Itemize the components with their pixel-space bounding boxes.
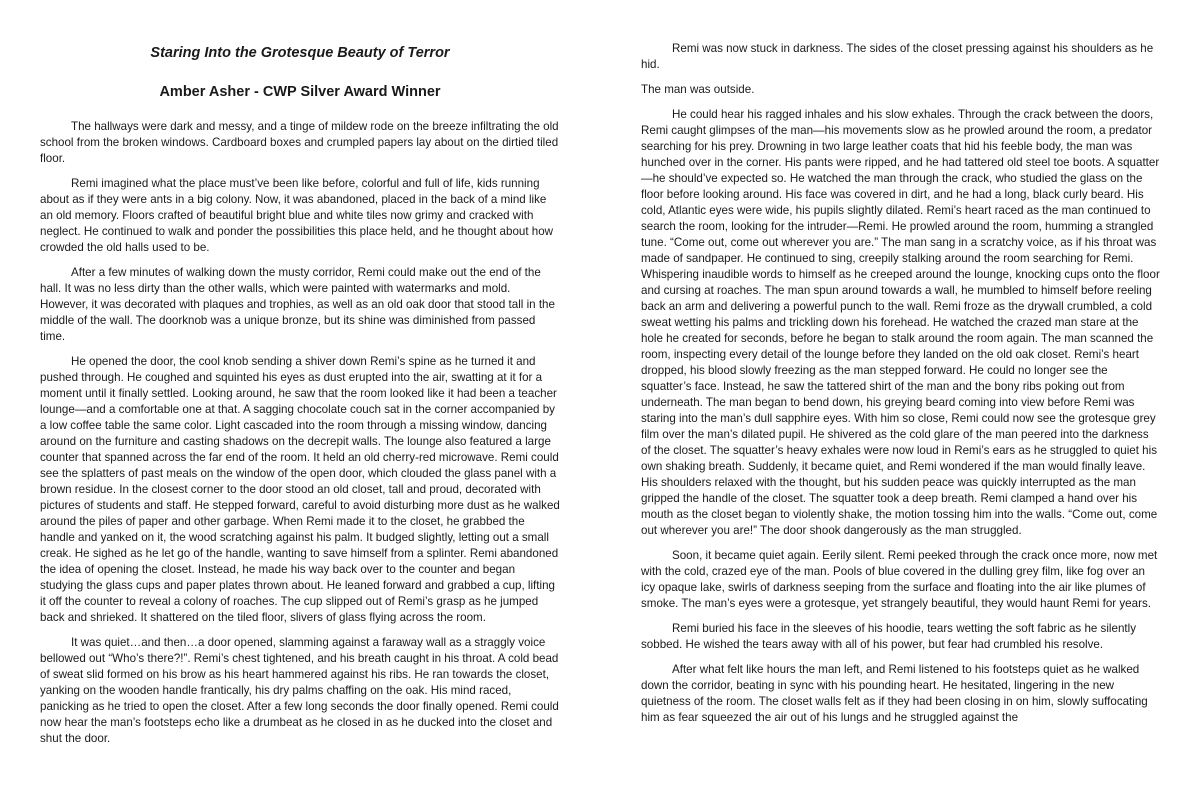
paragraph: Soon, it became quiet again. Eerily silent. Remi peeked through the crack once more, now met with the cold, crazed eye of the man. Pools of blue covered in the dulling grey film, like fog over an icy opaque lake, swirls of darkness seeping from the surface and floating into the air like plumes of smoke. The man’s eyes were a grotesque, yet strangely beautiful, they would haunt Remi for years. <box>641 549 1158 610</box>
paragraph: He opened the door, the cool knob sending a shiver down Remi’s spine as he turned it and pushed through. He coughed and squinted his eyes as dust erupted into the air, swatting at it for a moment until it finally settled. Looking around, he saw that the room looked like it had been a teacher lounge—and a comfortable one at that. A sagging chocolate couch sat in the corner accompanied by a low coffee table the same color. Light cascaded into the room through a missing window, dancing around on the furniture and casting shadows on the decrepit walls. The lounge also featured a large counter that spanned across the far end of the room. It held an old cherry-red microwave. Remi could see the splatters of past meals on the window of the open door, which clouded the glass panel with a brown residue. In the closest corner to the door stood an old closet, tall and proud, decorated with pictures of students and staff. He stepped forward, careful to avoid disturbing more dust as he walked around the piles of paper and other garbage. When Remi made it to the closet, he grabbed the handle and yanked on it, the wood scratching against his palm. It budged slightly, letting out a small creak. He sighed as he let go of the handle, wanting to save himself from a splinter. Remi abandoned the idea of opening the closet. Instead, he made his way back over to the counter and began studying the glass cups and paper plates thrown about. He leaned forward and grabbed a cup, lifting it off the counter to reveal a colony of roaches. The cup slipped out of Remi’s grasp as he jumped back and shrieked. It shattered on the tiled floor, slivers of glass flying across the room. <box>40 355 560 624</box>
paragraph: The man was outside. <box>641 83 755 96</box>
paragraph: Remi was now stuck in darkness. The sides of the closet pressing against his shoulders as he hid. <box>641 42 1154 71</box>
paragraph: He could hear his ragged inhales and his slow exhales. Through the crack between the doors, Remi caught glimpses of the man—his movements slow as he prowled around the room, a predator searching for his prey. Drowning in two large leather coats that hid his feeble body, the man was hunched over in the corner. His pants were ripped, and he had tattered old steel toe boots. A squatter—he should’ve expected so. He watched the man through the crack, who studied the glass on the floor before looking around. His face was covered in dirt, and he had a long, black curly beard. His cold, Atlantic eyes were wide, his pupils slightly dilated. Remi’s heart raced as the man continued to search the room, looking for the intruder—Remi. He prowled around the room, humming a strangled tune. “Come out, come out wherever you are.” The man sang in a scratchy voice, as if his throat was made of sandpaper. He continued to sing, creepily stalking around the room searching for Remi. Whispering inaudible words to himself as he creeped around the lounge, knocking cups onto the floor and cursing at roaches. The man spun around towards a wall, he mumbled to himself before reeling back an arm and delivering a powerful punch to the wall. Remi froze as the drywall crumbled, a cold sweat wetting his palms and trickling down his forehead. He watched the crazed man stare at the hole he created for seconds, before he began to stalk around the room again. The man scanned the room, inspecting every detail of the lounge before they landed on the old oak closet. Remi’s heart dropped, his blood slowly freezing as the man stepped forward. He could no longer see the squatter’s face. Instead, he saw the tattered shirt of the man and the bony ribs poking out from underneath. The man began to bend down, his greying beard coming into view before Remi was staring into the man’s dull sapphire eyes. With him so close, Remi could now see the grotesque grey film over the man’s dilated pupil. He shivered as the cold glare of the man peered into the darkness of the closet. The squatter’s heavy exhales were now loud in Remi’s ears as he struggled to quiet his own shaking breath. Suddenly, it became quiet, and Remi wondered if the man would finally leave. His shoulders relaxed with the thought, but his sudden peace was quickly interrupted as the man gripped the handle of the closet. The squatter took a deep breath. Remi clamped a hand over his mouth as the closet began to violently shake, the motion tossing him into the walls. “Come out, come out wherever you are!” The door shook dangerously as the man struggled. <box>641 108 1160 537</box>
story-title: Staring Into the Grotesque Beauty of Terror <box>150 45 450 61</box>
right-page-column <box>641 0 1161 800</box>
author-byline: Amber Asher - CWP Silver Award Winner <box>159 84 441 100</box>
paragraph: The hallways were dark and messy, and a tinge of mildew rode on the breeze infiltrating the old school from the broken windows. Cardboard boxes and crumpled papers lay about on the dirtied tiled floor. <box>40 120 559 165</box>
paragraph: Remi buried his face in the sleeves of his hoodie, tears wetting the soft fabric as he silently sobbed. He wished the tears away with all of his power, but fear had crumbled his resolve. <box>641 622 1136 651</box>
paragraph: After what felt like hours the man left, and Remi listened to his footsteps quiet as he walked down the corridor, beating in sync with his pounding heart. He hesitated, lingering in the new quietness of the room. The closet walls felt as if they had been closing in on him, slowly suffocating him as fear squeezed the air out of his lungs and he struggled against the <box>641 663 1148 724</box>
paragraph: It was quiet…and then…a door opened, slamming against a faraway wall as a straggly voice bellowed out “Who’s there?!”. Remi’s chest tightened, and his breath caught in his throat. A cold bead of sweat slid formed on his brow as his heart hammered against his ribs. He ran towards the closet, yanking on the wooden handle frantically, his dry palms chaffing on the oak. His mind raced, panicking as he tried to open the closet. After a few long seconds the door finally opened. Remi could now hear the man’s footsteps echo like a drumbeat as he closed in as he ducked into the closet and shut the door. <box>40 636 559 745</box>
paragraph: After a few minutes of walking down the musty corridor, Remi could make out the end of the hall. It was no less dirty than the other walls, which were painted with watermarks and mold. However, it was decorated with plaques and trophies, as well as an old oak door that stood tall in the middle of the wall. The doorknob was a unique bronze, but its shine was diminished from passed time. <box>40 266 555 343</box>
paragraph: Remi imagined what the place must’ve been like before, colorful and full of life, kids running about as if they were ants in a big colony. Now, it was abandoned, placed in the back of a mind like an old memory. Floors crafted of beautiful bright blue and white tiles now grimy and cracked with neglect. He continued to walk and ponder the possibilities this place held, and he thought about how crowded the old halls used to be. <box>40 177 554 254</box>
left-page-column <box>40 0 560 800</box>
